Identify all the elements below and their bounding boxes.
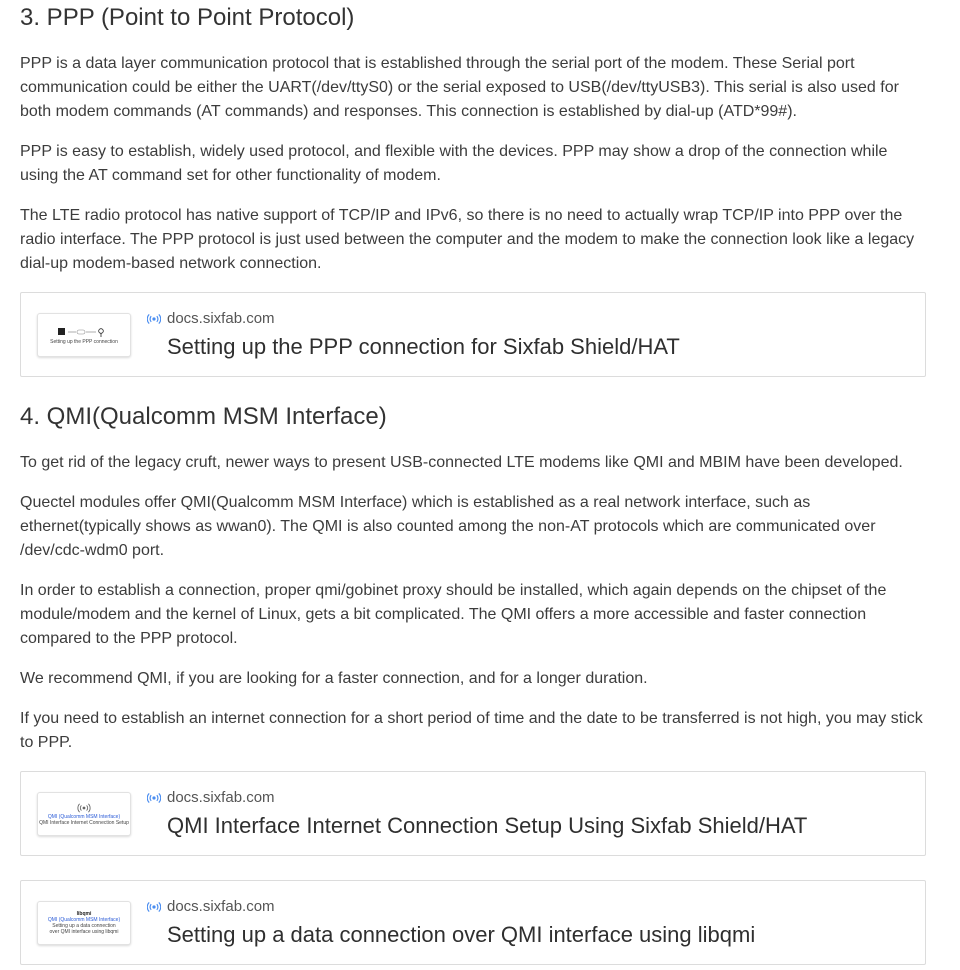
paragraph: If you need to establish an internet connection for a short period of time and the date to be transferred is not high, you may stick to PPP.: [20, 710, 923, 751]
thumb-caption: QMI (Qualcomm MSM Interface): [47, 813, 121, 820]
link-card-thumbnail: [37, 901, 131, 945]
thumb-caption: Setting up the PPP connection: [50, 338, 118, 345]
thumb-caption: QMI (Qualcomm MSM Interface): [47, 916, 121, 923]
link-card-thumbnail: [37, 792, 131, 836]
thumb-brand: libqmi: [76, 910, 92, 917]
paragraph: Quectel modules offer QMI(Qualcomm MSM Interface) which is established as a real network interface, such as ethernet(typically shows as wwan0). The QMI is also counted among the non-AT protocols which are communicated over /dev/cdc-wdm0 port.: [20, 494, 876, 559]
link-card-domain: docs.sixfab.com: [167, 789, 275, 806]
link-card-domain: docs.sixfab.com: [167, 898, 275, 915]
link-card-domain: docs.sixfab.com: [167, 310, 275, 327]
paragraph: In order to establish a connection, proper qmi/gobinet proxy should be installed, which again depends on the chipset of the module/modem and the kernel of Linux, gets a bit complicated. The QMI offers a more accessible and faster connection compared to the PPP protocol.: [20, 582, 887, 647]
link-card-qmi-setup[interactable]: [20, 771, 926, 856]
link-card-title[interactable]: QMI Interface Internet Connection Setup Using Sixfab Shield/HAT: [167, 812, 808, 838]
thumb-caption: Setting up a data connection: [52, 922, 116, 929]
paragraph: To get rid of the legacy cruft, newer ways to present USB-connected LTE modems like QMI and MBIM have been developed.: [20, 454, 903, 471]
paragraph: We recommend QMI, if you are looking for a faster connection, and for a longer duration.: [20, 670, 648, 687]
paragraph: PPP is a data layer communication protocol that is established through the serial port of the modem. These Serial port communication could be either the UART(/dev/ttyS0) or the serial exposed to USB(/dev/ttyUSB3). This serial is also used for both modem commands (AT commands) and responses. This connection is established by dial-up (ATD*99#).: [20, 55, 899, 120]
link-card-libqmi-setup[interactable]: [20, 880, 926, 965]
link-card-title[interactable]: Setting up the PPP connection for Sixfab Shield/HAT: [167, 333, 680, 359]
thumb-caption: over QMI interface using libqmi: [49, 928, 119, 935]
paragraph: The LTE radio protocol has native support of TCP/IP and IPv6, so there is no need to actually wrap TCP/IP into PPP over the radio interface. The PPP protocol is just used between the computer and the modem to make the connection look like a legacy dial-up modem-based network connection.: [20, 207, 915, 272]
link-card-ppp-setup[interactable]: [20, 292, 926, 377]
ppp-diagram-icon: [54, 325, 114, 339]
radio-waves-icon: [77, 802, 91, 814]
link-card-thumbnail: [37, 313, 131, 357]
thumb-caption: QMI Interface Internet Connection Setup: [39, 819, 129, 826]
section-heading-qmi: 4. QMI(Qualcomm MSM Interface): [20, 403, 387, 430]
link-card-title[interactable]: Setting up a data connection over QMI interface using libqmi: [167, 921, 756, 947]
radio-waves-icon: [147, 901, 161, 913]
paragraph: PPP is easy to establish, widely used protocol, and flexible with the devices. PPP may show a drop of the connection while using the AT command set for other functionality of modem.: [20, 143, 888, 184]
radio-waves-icon: [147, 313, 161, 325]
radio-waves-icon: [147, 792, 161, 804]
section-heading-ppp: 3. PPP (Point to Point Protocol): [20, 4, 355, 31]
